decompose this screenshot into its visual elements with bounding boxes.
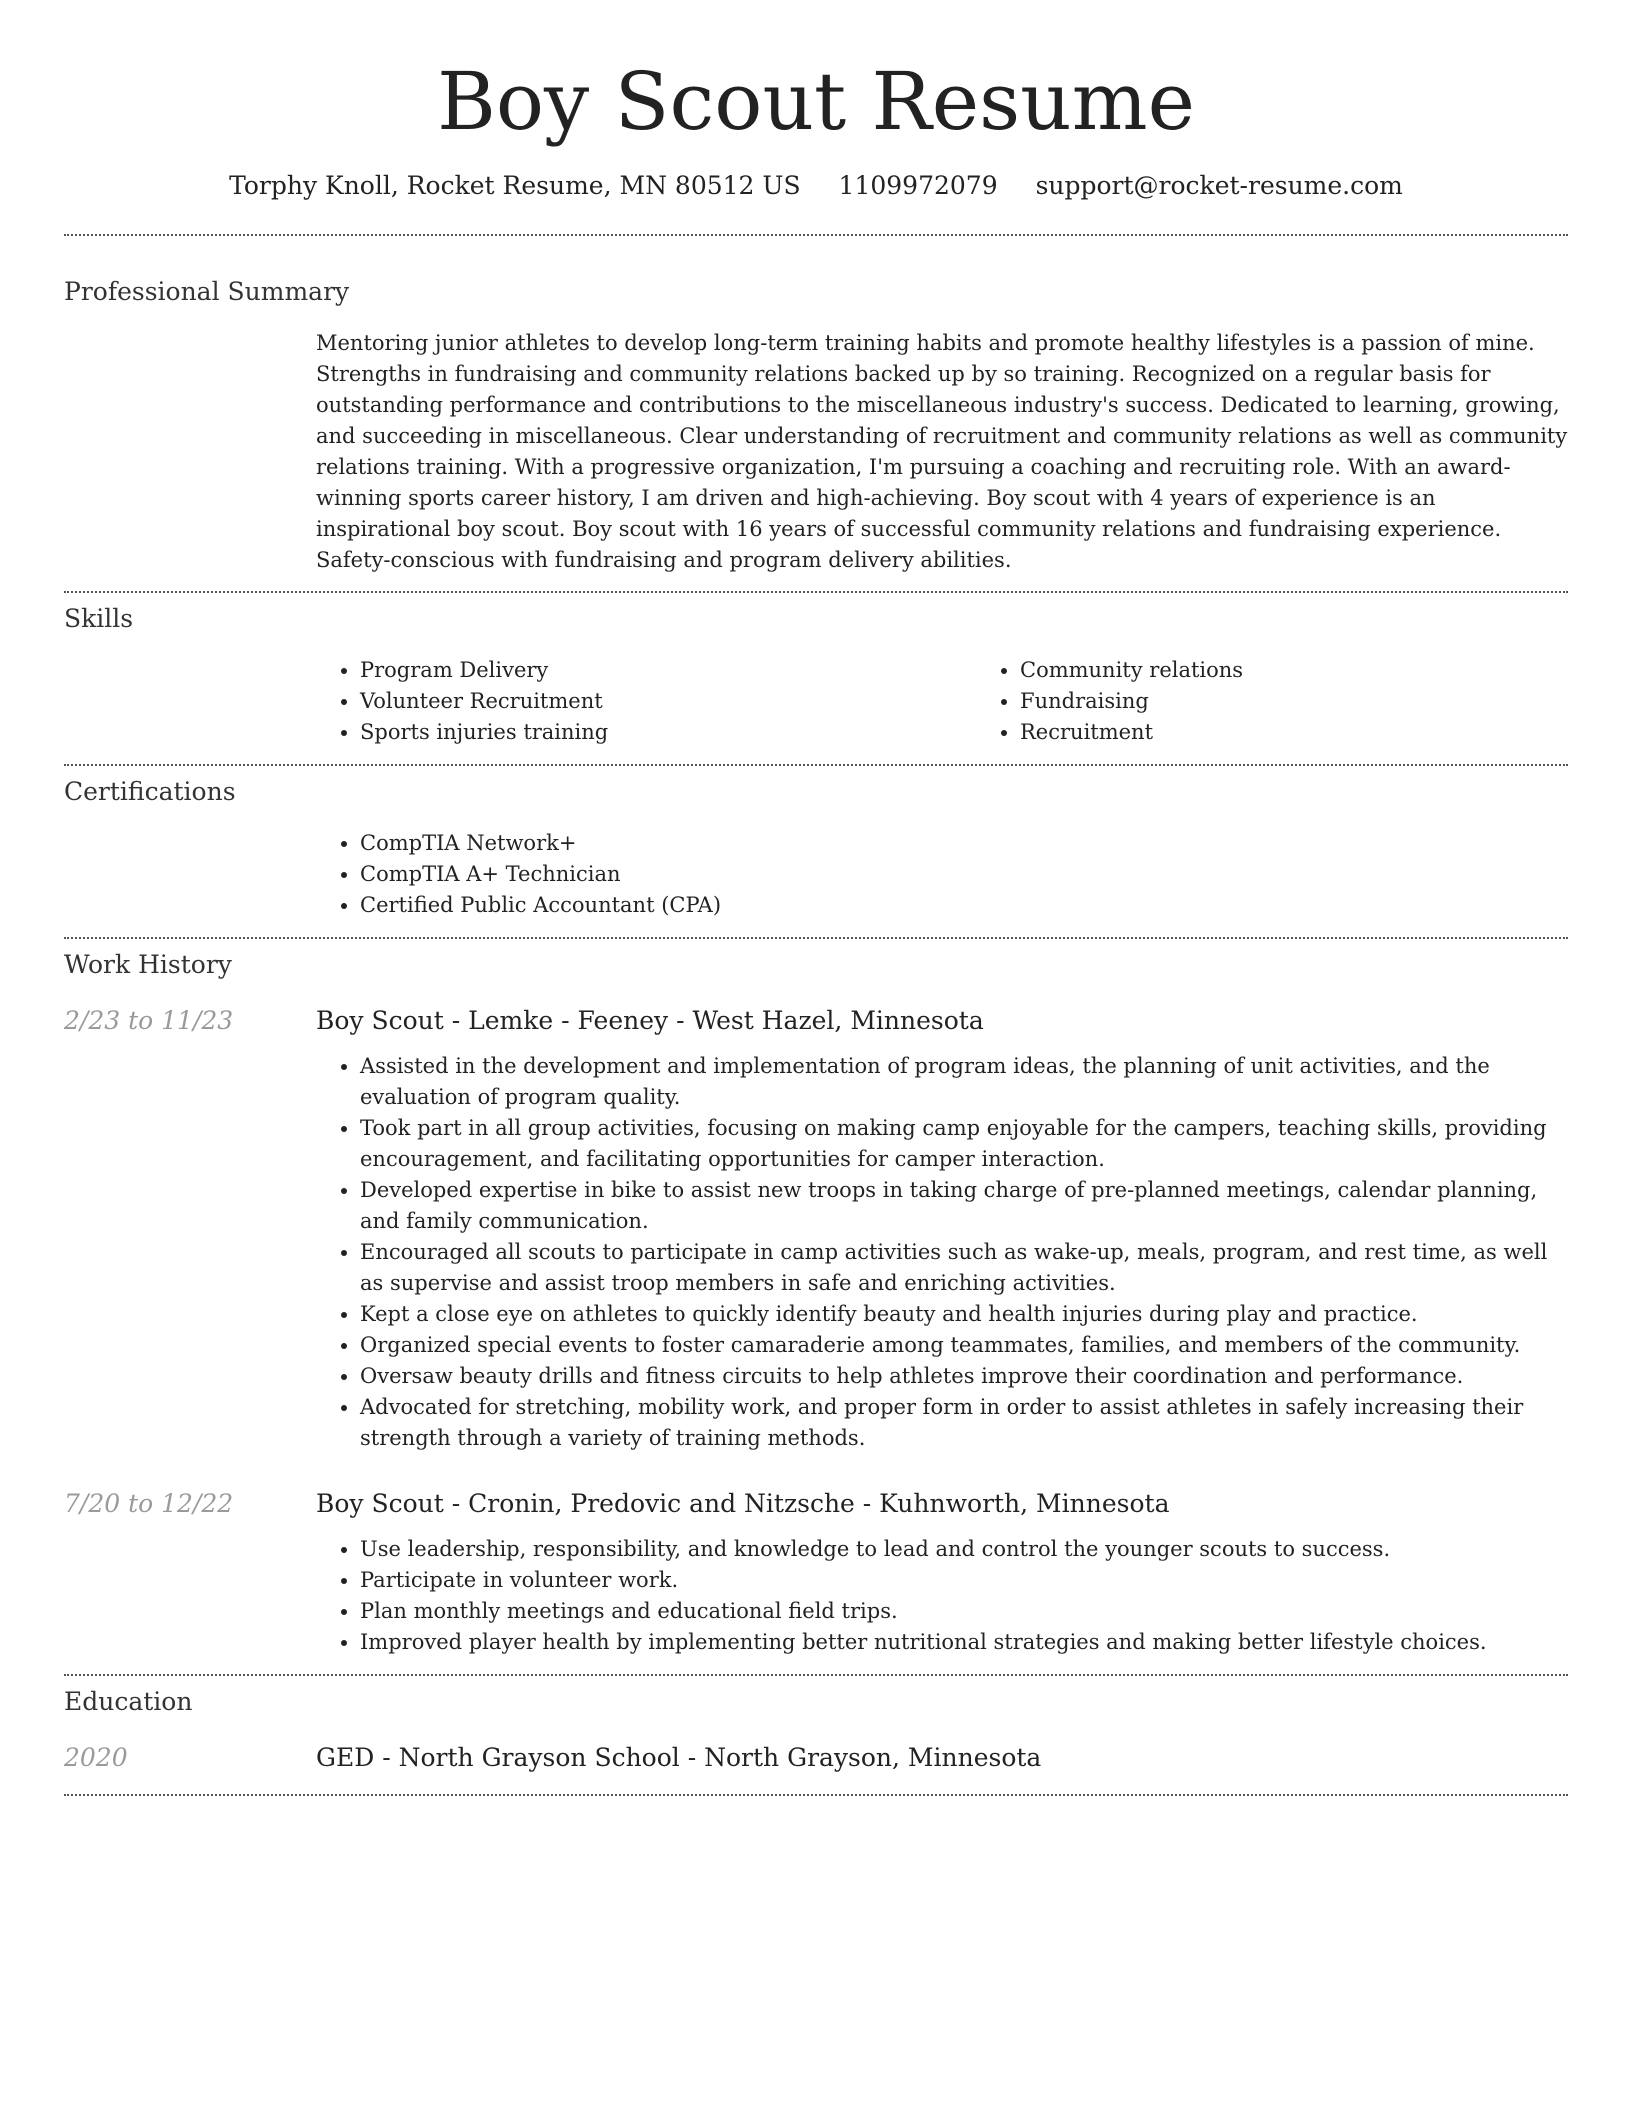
- job-duty: • Took part in all group activities, focusing on making camp enjoyable for the campers, teaching skills, providing encouragement, and facilitating opportunities for camper interaction.: [360, 1113, 1568, 1175]
- job-duty: • Plan monthly meetings and educational field trips.: [360, 1596, 1568, 1627]
- skill-item: • Recruitment: [1020, 717, 1632, 748]
- education-section: [64, 1676, 1568, 1774]
- summary-section: [64, 236, 1568, 576]
- skill-item: • Volunteer Recruitment: [360, 686, 976, 717]
- skill-item: • Community relations: [1020, 655, 1632, 686]
- certification-item: • CompTIA Network+: [360, 828, 1568, 859]
- job-dates: 7/20 to 12/22: [64, 1489, 234, 1518]
- certifications-heading: Certifications: [64, 777, 236, 806]
- summary-text: Mentoring junior athletes to develop long-term training habits and promote healthy lifestyles is a passion of mine. Strengths in fundraising and community relations backed up by so training. Recognized on a regular basis for outstanding performance and contributions to the miscellaneous industry's success. Dedicated to learning, growing, and succeeding in miscellaneous. Clear understanding of recruitment and community relations as well as community relations training. With a progressive organization, I'm pursuing a coaching and recruiting role. With an award-winning sports career history, I am driven and high-achieving. Boy scout with 4 years of experience is an inspirational boy scout. Boy scout with 16 years of successful community relations and fundraising experience. Safety-conscious with fundraising and program delivery abilities.: [316, 331, 1568, 572]
- resume-title: Boy Scout Resume: [437, 55, 1195, 148]
- job-duty: • Advocated for stretching, mobility work, and proper form in order to assist athletes in safely increasing their strength through a variety of training methods.: [360, 1392, 1568, 1454]
- job-duty: • Assisted in the development and implementation of program ideas, the planning of unit activities, and the evaluation of program quality.: [360, 1051, 1568, 1113]
- job-title: Boy Scout - Cronin, Predovic and Nitzsche - Kuhnworth, Minnesota: [316, 1489, 1170, 1518]
- skill-item: • Program Delivery: [360, 655, 976, 686]
- skill-item: • Fundraising: [1020, 686, 1632, 717]
- skills-list-left: [316, 655, 976, 748]
- job-entry: [64, 1005, 1568, 1454]
- job-entry: [64, 1488, 1568, 1658]
- work-section: [64, 939, 1568, 1658]
- job-duty: • Improved player health by implementing better nutritional strategies and making better lifestyle choices.: [360, 1627, 1568, 1658]
- certification-item: • Certified Public Accountant (CPA): [360, 890, 1568, 921]
- summary-spacer: [64, 328, 316, 576]
- skill-item: • Sports injuries training: [360, 717, 976, 748]
- skills-section: [64, 593, 1568, 748]
- divider: [64, 1794, 1568, 1796]
- work-heading: Work History: [64, 950, 232, 979]
- job-duty: • Kept a close eye on athletes to quickly identify beauty and health injuries during play and practice.: [360, 1299, 1568, 1330]
- job-duty: • Oversaw beauty drills and fitness circuits to help athletes improve their coordination and performance.: [360, 1361, 1568, 1392]
- certification-item: • CompTIA A+ Technician: [360, 859, 1568, 890]
- contact-email: support@rocket-resume.com: [1035, 171, 1403, 200]
- contact-phone: 1109972079: [838, 171, 998, 200]
- certifications-spacer: [64, 828, 316, 921]
- skills-heading: Skills: [64, 604, 134, 633]
- job-duties: [316, 1534, 1568, 1658]
- certifications-section: [64, 766, 1568, 921]
- certifications-list: [316, 828, 1568, 921]
- job-title: Boy Scout - Lemke - Feeney - West Hazel, Minnesota: [316, 1006, 984, 1035]
- education-date: 2020: [64, 1743, 128, 1772]
- education-heading: Education: [64, 1687, 193, 1716]
- summary-heading: Professional Summary: [64, 277, 350, 306]
- job-duty: • Encouraged all scouts to participate in camp activities such as wake-up, meals, program, and rest time, as well as supervise and assist troop members in safe and enriching activities.: [360, 1237, 1568, 1299]
- job-duty: • Use leadership, responsibility, and knowledge to lead and control the younger scouts to success.: [360, 1534, 1568, 1565]
- contact-line: [64, 170, 1568, 202]
- education-degree: GED - North Grayson School - North Grayson, Minnesota: [316, 1743, 1042, 1772]
- contact-address: Torphy Knoll, Rocket Resume, MN 80512 US: [229, 171, 801, 200]
- job-duties: [316, 1051, 1568, 1454]
- resume-page: [64, 0, 1568, 1796]
- skills-list-right: [976, 655, 1632, 748]
- job-duty: • Participate in volunteer work.: [360, 1565, 1568, 1596]
- job-dates: 2/23 to 11/23: [64, 1006, 234, 1035]
- job-duty: • Developed expertise in bike to assist new troops in taking charge of pre-planned meetings, calendar planning, and family communication.: [360, 1175, 1568, 1237]
- skills-spacer: [64, 655, 316, 748]
- job-duty: • Organized special events to foster camaraderie among teammates, families, and members of the community.: [360, 1330, 1568, 1361]
